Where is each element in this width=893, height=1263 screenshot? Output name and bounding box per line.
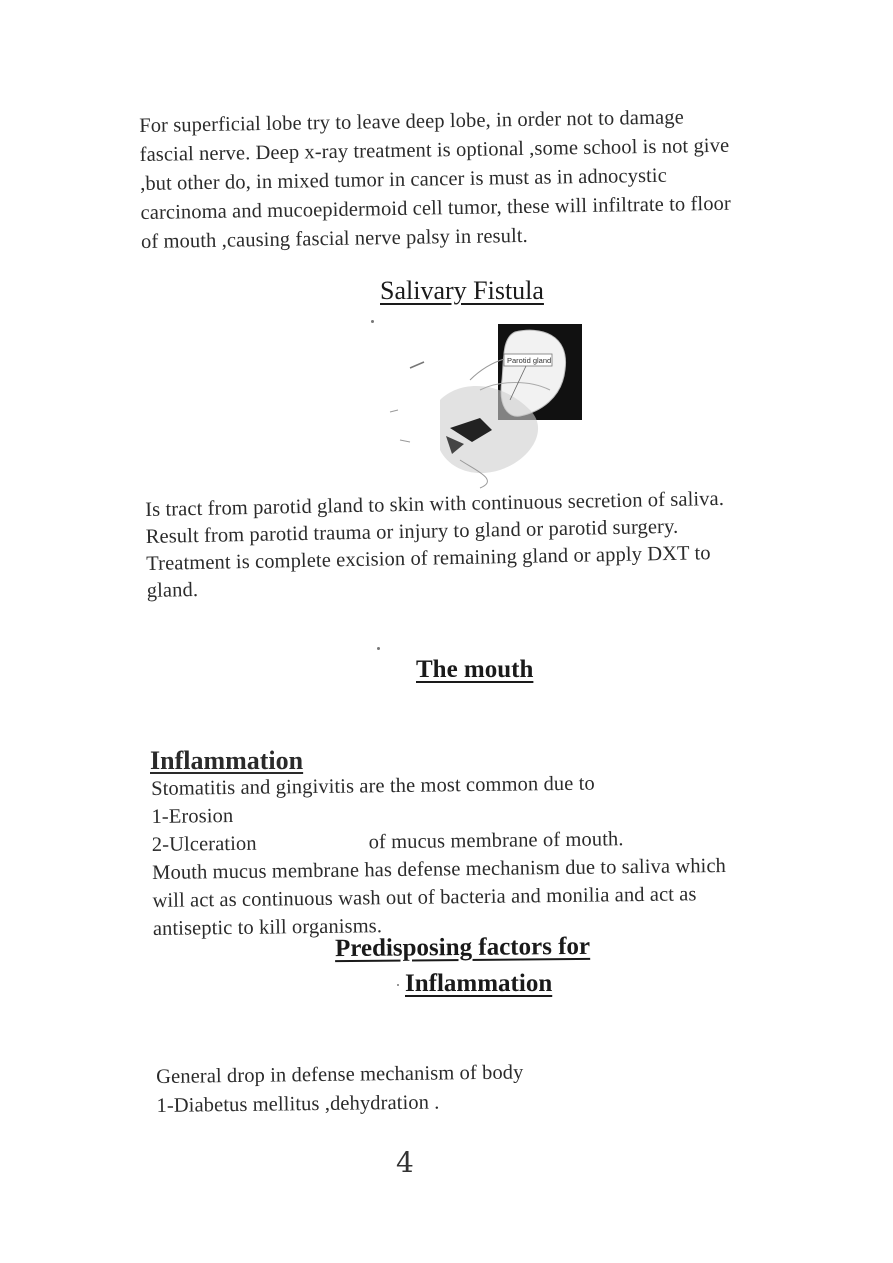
ulceration-tail: of mucus membrane of mouth.	[368, 828, 624, 854]
predisposing-line: General drop in defense mechanism of body	[156, 1061, 524, 1088]
figure-label: Parotid gland	[507, 356, 552, 365]
mouth-line: will act as continuous wash out of bacteria and monilia and act as	[152, 883, 697, 912]
speck	[397, 984, 399, 986]
intro-line: of mouth ,causing fascial nerve palsy in result.	[140, 224, 528, 253]
fistula-paragraph	[145, 486, 726, 605]
mouth-heading: The mouth	[416, 656, 534, 683]
speck	[371, 320, 374, 323]
mouth-line: Stomatitis and gingivitis are the most common due to	[151, 772, 595, 800]
speck	[377, 647, 380, 650]
fistula-line: Result from parotid trauma or injury to gland or parotid surgery.	[145, 515, 679, 548]
intro-line: fascial nerve. Deep x-ray treatment is optional ,some school is not give	[139, 134, 730, 166]
fistula-line: Is tract from parotid gland to skin with continuous secretion of saliva.	[145, 487, 725, 521]
erosion-item: 1-Erosion	[151, 804, 234, 828]
mouth-line: Mouth mucus membrane has defense mechanism due to saliva which	[152, 854, 727, 884]
predisposing-paragraph	[156, 1059, 524, 1121]
page-number: 4	[396, 1146, 414, 1179]
predisposing-heading-line1: Predisposing factors for	[334, 932, 591, 963]
intro-line: carcinoma and mucoepidermoid cell tumor, these will infiltrate to floor	[140, 192, 732, 224]
intro-line: For superficial lobe try to leave deep lobe, in order not to damage	[139, 106, 684, 137]
inflammation-subheading: Inflammation	[150, 746, 304, 775]
parotid-figure	[380, 320, 590, 490]
fistula-line: gland.	[146, 579, 199, 602]
salivary-fistula-heading: Salivary Fistula	[380, 276, 544, 305]
intro-paragraph	[139, 103, 732, 257]
parotid-gland-illustration	[380, 320, 590, 490]
mouth-line: antiseptic to kill organisms.	[152, 915, 383, 940]
predisposing-heading-line2: Inflammation	[405, 970, 553, 997]
ulceration-item: 2-Ulceration	[151, 832, 257, 856]
fistula-line: Treatment is complete excision of remaining gland or apply DXT to	[146, 542, 711, 575]
mouth-paragraph	[151, 768, 727, 943]
intro-line: ,but other do, in mixed tumor in cancer is must as in adnocystic	[139, 164, 668, 195]
predisposing-line: 1-Diabetus mellitus ,dehydration .	[156, 1091, 440, 1117]
